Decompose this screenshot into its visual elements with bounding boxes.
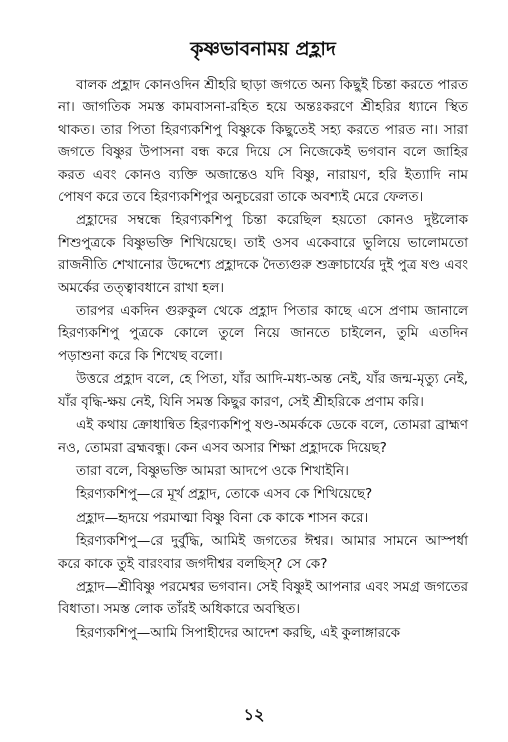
body-text xyxy=(58,74,468,644)
paragraph-4: উত্তরে প্রহ্লাদ বলে, হে পিতা, যাঁর আদি-মধ্য-অন্ত নেই, যাঁর জন্ম-মৃত্যু নেই, যাঁর বৃদ্ধি-ক্ষয় নেই, যিনি সমস্ত কিছুর কারণ, সেই শ্রীহরিকে প্রণাম করি। xyxy=(58,371,468,410)
paragraph-9: হিরণ্যকশিপু—রে দুর্বুদ্ধি, আমিই জগতের ঈশ্বর। আমার সামনে আস্পর্ধা করে কাকে তুই বারংবার জগদীশ্বর বলছিস্? সে কে? xyxy=(58,533,468,572)
paragraph-1: বালক প্রহ্লাদ কোনওদিন শ্রীহরি ছাড়া জগতে অন্য কিছুই চিন্তা করতে পারত না। জাগতিক সমস্ত কামবাসনা-রহিত হয়ে অন্তঃকরণে শ্রীহরির ধ্যানে স্থিত থাকত। তার পিতা হিরণ্যকশিপু বিষ্ণুকে কিছুতেই সহ্য করতে পারত না। সারা জগতে বিষ্ণুর উপাসনা বন্ধ করে দিয়ে সে নিজেকেই ভগবান বলে জাহির করত এবং কোনও ব্যক্তি অজান্তেও যদি বিষ্ণু, নারায়ণ, হরি ইত্যাদি নাম পোষণ করে তবে হিরণ্যকশিপুর অনুচরেরা তাকে অবশ্যই মেরে ফেলত। xyxy=(58,77,468,206)
page-number: ১২ xyxy=(243,705,265,724)
paragraph-5: এই কথায় ক্রোধান্বিত হিরণ্যকশিপু ষণ্ড-অমর্ককে ডেকে বলে, তোমরা ব্রাহ্মণ নও, তোমরা ব্রহ্মবন্ধু। কেন এসব অসার শিক্ষা প্রহ্লাদকে দিয়েছ? xyxy=(58,417,468,456)
paragraph-10: প্রহ্লাদ—শ্রীবিষ্ণু পরমেশ্বর ভগবান। সেই বিষ্ণুই আপনার এবং সমগ্র জগতের বিধাতা। সমস্ত লোক তাঁরই অধিকারে অবস্থিত। xyxy=(58,578,468,618)
paragraph-8: প্রহ্লাদ—হৃদয়ে পরমাত্মা বিষ্ণু বিনা কে কাকে শাসন করে। xyxy=(76,509,369,526)
paragraph-7: হিরণ্যকশিপু—রে মূর্খ প্রহ্লাদ, তোকে এসব কে শিখিয়েছে? xyxy=(76,486,373,503)
paragraph-2: প্রহ্লাদের সম্বন্ধে হিরণ্যকশিপু চিন্তা করেছিল হয়তো কোনও দুষ্টলোক শিশুপুত্রকে বিষ্ণুভক্তি শিখিয়েছে। তাই ওসব একেবারে ভুলিয়ে ভালোমতো রাজনীতি শেখানোর উদ্দেশ্যে প্রহ্লাদকে দৈত্যগুরু শুক্রাচার্যের দুই পুত্র ষণ্ড এবং অমর্কের তত্ত্বাবধানে রাখা হল। xyxy=(58,212,469,296)
paragraph-3: তারপর একদিন গুরুকুল থেকে প্রহ্লাদ পিতার কাছে এসে প্রণাম জানালে হিরণ্যকশিপু পুত্রকে কোলে তুলে নিয়ে জানতে চাইলেন, তুমি এতদিন পড়াশুনা করে কি শিখেছ বলো। xyxy=(58,303,468,364)
page-title: কৃষ্ণভাবনাময় প্রহ্লাদ xyxy=(190,38,336,60)
paragraph-6: তারা বলে, বিষ্ণুভক্তি আমরা আদপে ওকে শিখাইনি। xyxy=(76,462,349,479)
paragraph-11: হিরণ্যকশিপু—আমি সিপাহীদের আদেশ করছি, এই কুলাঙ্গারকে xyxy=(76,624,401,641)
